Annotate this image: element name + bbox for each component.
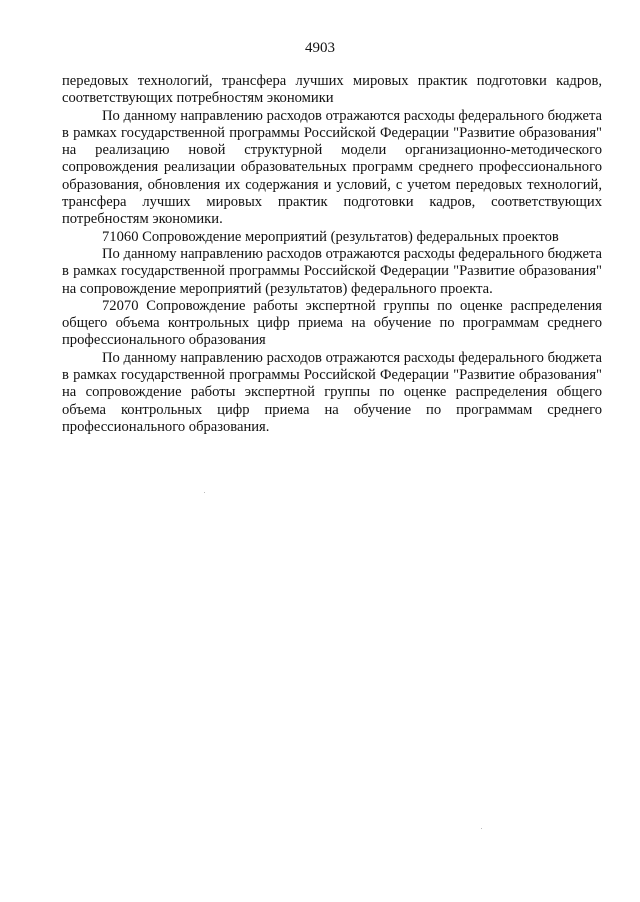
document-body — [62, 73, 602, 436]
paragraph-description: По данному направлению расходов отражаются расходы федерального бюджета в рамках государственной программы Российской Федерации "Развитие образования" на реализацию новой структурной модели организационно-методического сопровождения реализации образовательных программ среднего профессионального образования, обновления их содержания и условий, с учетом передовых технологий, трансфера лучших мировых практик подготовки кадров, соответствующих потребностям экономики. — [62, 107, 602, 228]
page-number: 4903 — [305, 40, 335, 56]
paragraph-description: По данному направлению расходов отражаются расходы федерального бюджета в рамках государственной программы Российской Федерации "Развитие образования" на сопровождение мероприятий (результатов) федерального проекта. — [62, 245, 602, 297]
section-heading-72070: 72070 Сопровождение работы экспертной группы по оценке распределения общего объема контрольных цифр приема на обучение по программам среднего профессионального образования — [62, 297, 602, 349]
scan-speck — [481, 828, 482, 829]
section-heading-71060: 71060 Сопровождение мероприятий (результатов) федеральных проектов — [102, 228, 559, 245]
scan-speck — [204, 492, 205, 493]
paragraph-continuation: передовых технологий, трансфера лучших мировых практик подготовки кадров, соответствующих потребностям экономики — [62, 73, 602, 107]
paragraph-description: По данному направлению расходов отражаются расходы федерального бюджета в рамках государственной программы Российской Федерации "Развитие образования" на сопровождение работы экспертной группы по оценке распределения общего объема контрольных цифр приема на обучение по программам среднего профессионального образования. — [62, 349, 602, 435]
